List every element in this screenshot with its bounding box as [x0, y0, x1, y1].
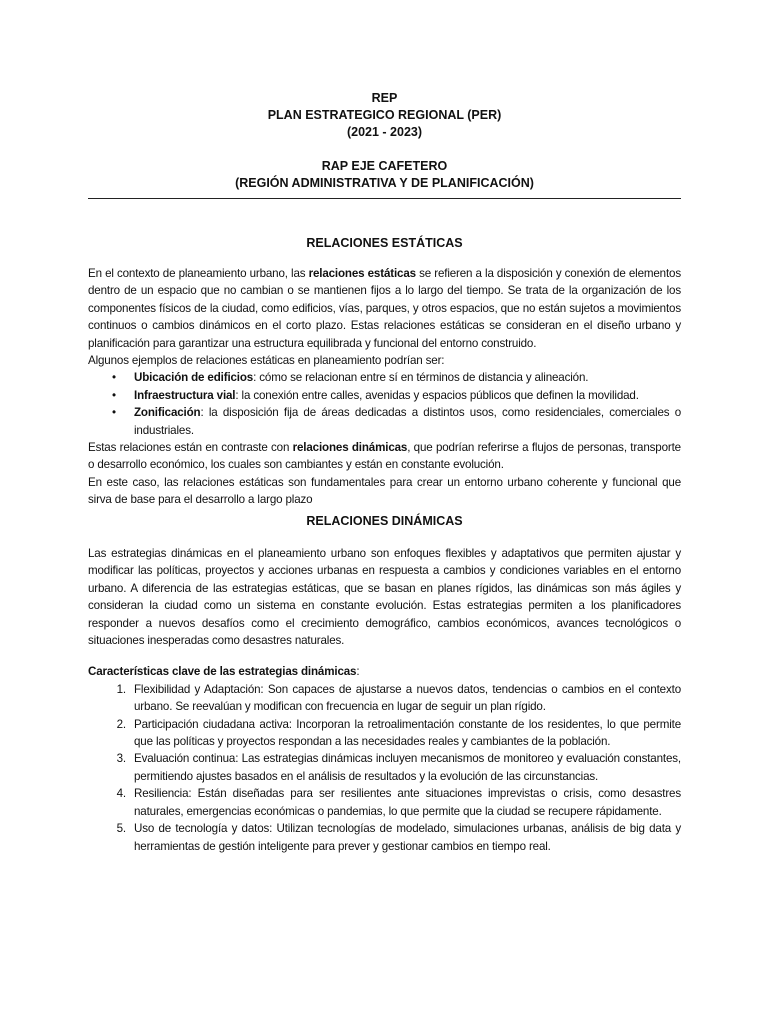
- dynamic-subheading: Características clave de las estrategias dinámicas:: [88, 665, 360, 679]
- section-static-body: [88, 265, 681, 509]
- section-title-static: RELACIONES ESTÁTICAS: [306, 236, 463, 250]
- header-acronym: REP: [371, 91, 398, 105]
- document-header: [88, 90, 681, 192]
- header-organization: RAP EJE CAFETERO: [321, 159, 448, 173]
- list-item: • Infraestructura vial: la conexión entre calles, avenidas y espacios públicos que definen la movilidad.: [88, 387, 681, 404]
- static-paragraph-intro: En el contexto de planeamiento urbano, las relaciones estáticas se refieren a la disposición y conexión de elementos dentro de un espacio que no cambian o se mantienen fijos a lo largo del tiempo. Se trata de la organización de los componentes físicos de la ciudad, como edificios, vías, parques, y otros espacios, que no están sujetos a movimientos continuos o cambios dinámicos en el corto plazo. Estas relaciones estáticas se consideran en el diseño urbano y planificación para garantizar una estructura equilibrada y funcional del entorno construido.: [88, 267, 681, 350]
- list-item: 3. Evaluación continua: Las estrategias dinámicas incluyen mecanismos de monitoreo y evaluación constantes, permitiendo ajustes basados en el análisis de resultados y la evolución de las circunstancias.: [116, 752, 681, 783]
- header-plan-title: PLAN ESTRATEGICO REGIONAL (PER): [267, 108, 502, 122]
- static-paragraph-examples: Algunos ejemplos de relaciones estáticas en planeamiento podrían ser:: [88, 354, 445, 368]
- list-item: • Ubicación de edificios: cómo se relacionan entre sí en términos de distancia y alineación.: [88, 369, 681, 386]
- list-item: 2. Participación ciudadana activa: Incorporan la retroalimentación constante de los residentes, lo que permite que las políticas y proyectos respondan a las necesidades reales y cambiantes de la población.: [116, 717, 681, 749]
- list-item: 4. Resiliencia: Están diseñadas para ser resilientes ante situaciones imprevistas o crisis, como desastres naturales, emergencias económicas o pandemias, lo que permite que la ciudad se recupere rápidamente.: [116, 787, 681, 818]
- bullet-icon: •: [112, 371, 116, 385]
- bullet-icon: •: [112, 388, 116, 402]
- bullet-icon: •: [112, 406, 116, 420]
- section-title-dynamic: RELACIONES DINÁMICAS: [306, 514, 463, 528]
- header-organization-subtitle: (REGIÓN ADMINISTRATIVA Y DE PLANIFICACIÓN): [235, 176, 534, 190]
- list-item: • Zonificación: la disposición fija de áreas dedicadas a distintos usos, como residenciales, comerciales o industriales.: [112, 406, 681, 437]
- dynamic-paragraph-intro: Las estrategias dinámicas en el planeamiento urbano son enfoques flexibles y adaptativos que permiten ajustar y modificar las políticas, proyectos y acciones urbanas en respuesta a cambios y condiciones variables en el entorno urbano. A diferencia de las estrategias estáticas, que se basan en planes rígidos, las dinámicas son más ágiles y consideran la ciudad como un sistema en constante evolución. Estas estrategias permiten a los planificadores responder a nuevos desafíos como el crecimiento demográfico, cambios económicos, avances tecnológicos o situaciones inesperadas como desastres naturales.: [88, 547, 681, 648]
- header-divider: [88, 198, 681, 199]
- static-paragraph-contrast: Estas relaciones están en contraste con relaciones dinámicas, que podrían referirse a flujos de personas, transporte o desarrollo económico, los cuales son cambiantes y están en constante evolución.: [88, 441, 681, 472]
- section-dynamic-body: [88, 545, 681, 855]
- static-examples-list: [88, 369, 681, 439]
- static-paragraph-conclusion: En este caso, las relaciones estáticas son fundamentales para crear un entorno urbano coherente y funcional que sirva de base para el desarrollo a largo plazo: [88, 475, 681, 507]
- header-period: (2021 - 2023): [346, 125, 423, 139]
- dynamic-characteristics-list: [88, 681, 681, 855]
- list-item: 5. Uso de tecnología y datos: Utilizan tecnologías de modelado, simulaciones urbanas, análisis de big data y herramientas de gestión inteligente para prever y gestionar cambios en tiempo real.: [116, 822, 681, 853]
- list-item: 1. Flexibilidad y Adaptación: Son capaces de ajustarse a nuevos datos, tendencias o cambios en el contexto urbano. Se reevalúan y modifican con frecuencia en lugar de seguir un plan rígido.: [116, 682, 681, 714]
- static-term-emphasis: relaciones estáticas: [308, 267, 416, 280]
